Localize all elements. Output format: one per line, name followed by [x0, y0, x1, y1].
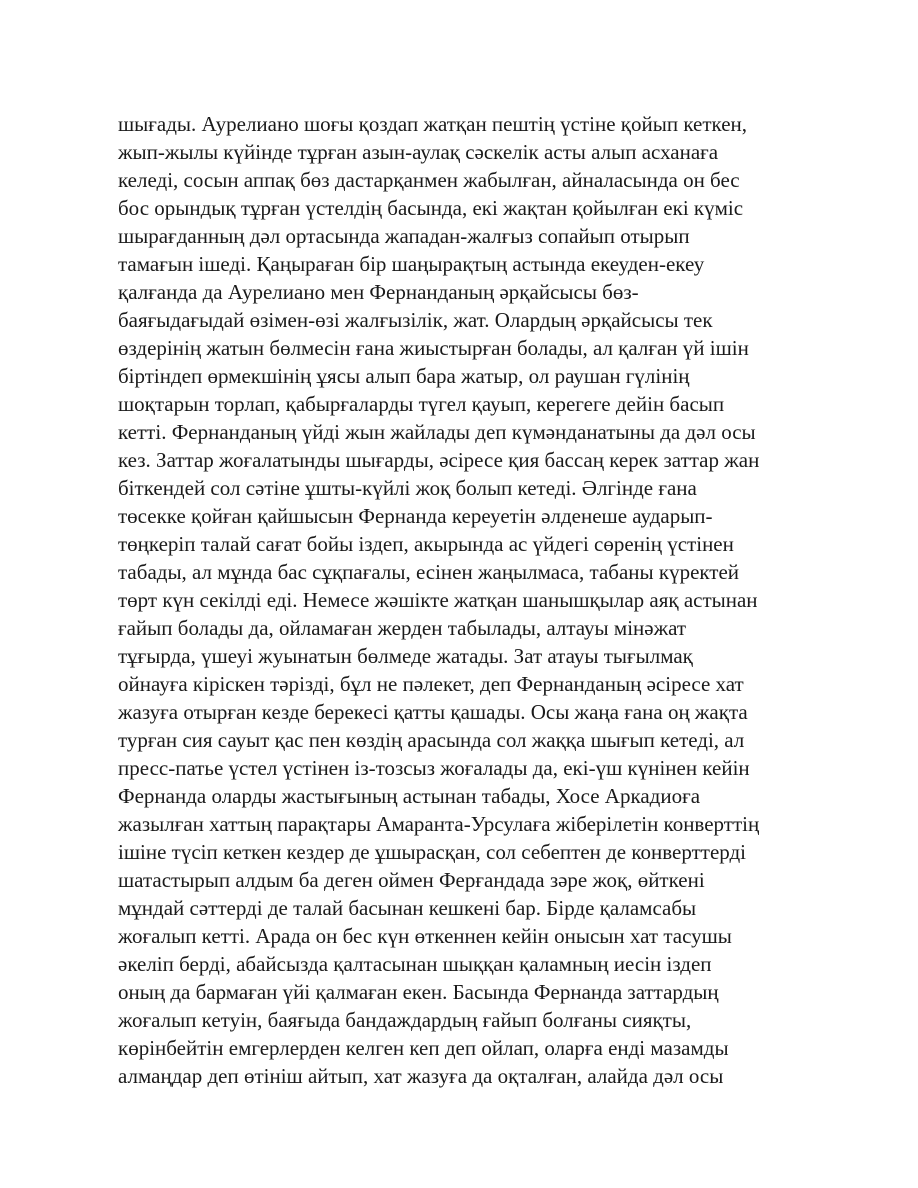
text-line: шығады. Аурелиано шоғы қоздап жатқан пештің үстіне қойып кеткен, [118, 112, 748, 136]
text-line: баяғыдағыдай өзімен-өзі жалғызілік, жат. Олардың әрқайсысы тек [118, 308, 713, 332]
text-line: көрінбейтін емгерлерден келген кеп деп ойлап, оларға енді мазамды [118, 1036, 729, 1060]
text-line: тамағын ішеді. Қаңыраған бір шаңырақтың астында екеуден-екеу [118, 252, 705, 276]
text-line: келеді, сосын аппақ бөз дастарқанмен жабылған, айналасында он бес [118, 168, 740, 192]
text-line: жоғалып кетуін, баяғыда бандаждардың ғайып болғаны сияқты, [118, 1008, 692, 1032]
text-line: бос орындық тұрған үстелдің басында, екі жақтан қойылған екі күміс [118, 196, 744, 220]
text-line: тұғырда, үшеуі жуынатын бөлмеде жатады. Зат атауы тығылмақ [118, 644, 693, 668]
text-line: шоқтарын торлап, қабырғаларды түгел қауып, керегеге дейін басып [118, 392, 725, 416]
text-line: ойнауға кіріскен тәрізді, бұл не пәлекет, деп Фернанданың әсіресе хат [118, 672, 744, 696]
text-line: алмаңдар деп өтініш айтып, хат жазуға да оқталған, алайда дәл осы [118, 1064, 724, 1088]
text-line: кетті. Фернанданың үйді жын жайлады деп күмәнданатыны да дәл осы [118, 420, 756, 444]
text-line: мұндай сәттерді де талай басынан кешкені бар. Бірде қаламсабы [118, 896, 697, 920]
text-line: төсекке қойған қайшысын Фернанда кереуетін әлденеше аударып- [118, 504, 713, 528]
text-line: біткендей сол сәтіне ұшты-күйлі жоқ болып кетеді. Әлгінде ғана [118, 476, 697, 500]
text-line: жып-жылы күйінде тұрған азын-аулақ сәскелік асты алып асханаға [118, 140, 719, 164]
text-line: ғайып болады да, ойламаған жерден табылады, алтауы мінәжат [118, 616, 687, 640]
body-text [118, 110, 818, 1090]
text-line: пресс-патье үстел үстінен із-тозсыз жоғалады да, екі-үш күнінен кейін [118, 756, 750, 780]
text-line: шырағданның дәл ортасында жападан-жалғыз сопайып отырып [118, 224, 690, 248]
text-line: қалғанда да Аурелиано мен Фернанданың әрқайсысы бөз- [118, 280, 639, 304]
text-line: ішіне түсіп кеткен кездер де ұшырасқан, сол себептен де конверттерді [118, 840, 747, 864]
text-line: біртіндеп өрмекшінің ұясы алып бара жатыр, ол раушан гүлінің [118, 364, 690, 388]
text-line: шатастырып алдым ба деген оймен Ферғандада зәре жоқ, өйткені [118, 868, 705, 892]
text-line: әкеліп берді, абайсызда қалтасынан шыққан қаламның иесін іздеп [118, 952, 712, 976]
text-line: кез. Заттар жоғалатынды шығарды, әсіресе қия бассаң керек заттар жан [118, 448, 760, 472]
text-line: өздерінің жатын бөлмесін ғана жиыстырған болады, ал қалған үй ішін [118, 336, 749, 360]
text-line: оның да бармаған үйі қалмаған екен. Басында Фернанда заттардың [118, 980, 719, 1004]
text-line: турған сия сауыт қас пен көздің арасында сол жаққа шығып кетеді, ал [118, 728, 745, 752]
text-line: жоғалып кетті. Арада он бес күн өткеннен кейін онысын хат тасушы [118, 924, 732, 948]
text-line: жазылған хаттың парақтары Амаранта-Урсулаға жіберілетін конверттің [118, 812, 760, 836]
text-line: табады, ал мұнда бас сұқпағалы, есінен жаңылмаса, табаны күректей [118, 560, 740, 584]
text-line: төрт күн секілді еді. Немесе жәшікте жатқан шанышқылар аяқ астынан [118, 588, 758, 612]
text-line: жазуға отырған кезде берекесі қатты қашады. Осы жаңа ғана оң жақта [118, 700, 748, 724]
text-line: Фернанда оларды жастығының астынан табады, Хосе Аркадиоға [118, 784, 701, 808]
text-line: төңкеріп талай сағат бойы іздеп, акырында ас үйдегі сөренің үстінен [118, 532, 734, 556]
